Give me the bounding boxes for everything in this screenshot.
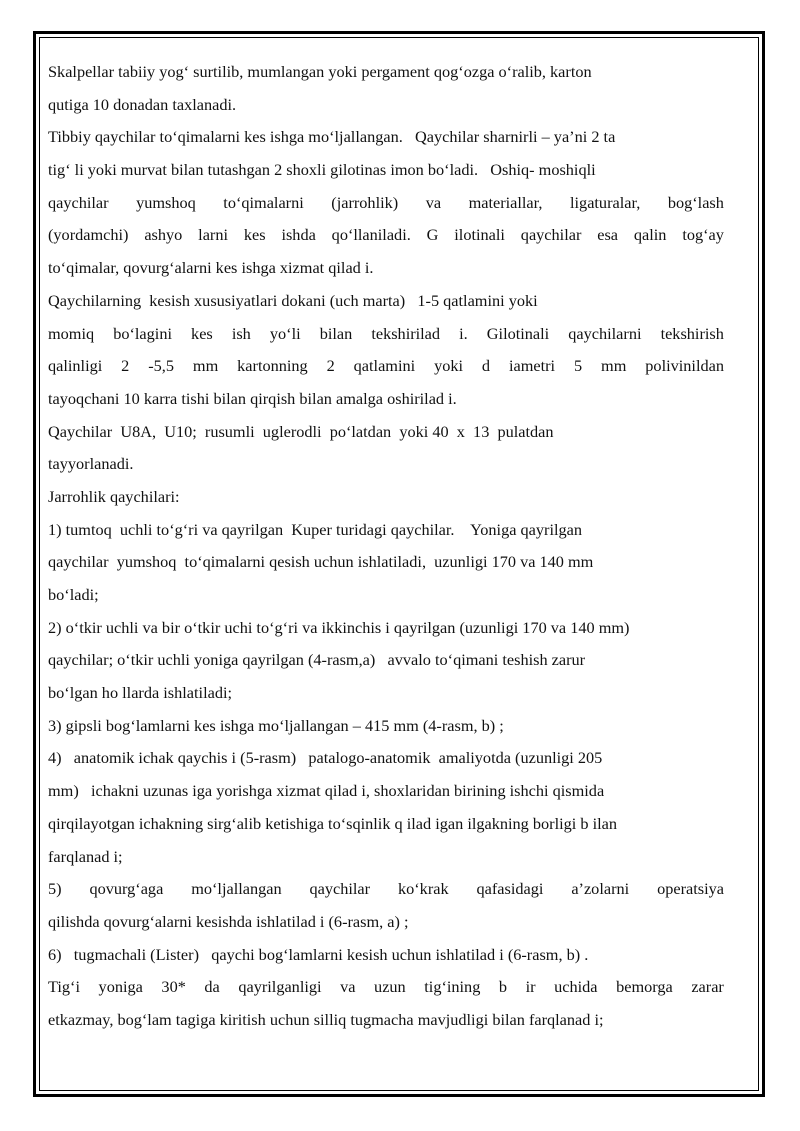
text-line: 5) qovurg‘aga mo‘ljallangan qaychilar ko‘krak qafasidagi a’zolarni operatsiya xyxy=(48,879,724,899)
text-line: bo‘ladi; xyxy=(48,585,99,604)
text-line: Qaychilar U8A, U10; rusumli uglerodli po‘latdan yoki 40 x 13 pulatdan xyxy=(48,421,554,441)
document-body xyxy=(48,56,724,1037)
text-line: mm) ichakni uzunas iga yorishga xizmat qilad i, shoxlaridan birining ishchi qismida xyxy=(48,781,605,801)
text-line: qaychilar yumshoq to‘qimalarni qesish uchun ishlatiladi, uzunligi 170 va 140 mm xyxy=(48,552,594,572)
text-line: farqlanad i; xyxy=(48,846,123,866)
text-line: 6) tugmachali (Lister) qaychi bog‘lamlarni kesish uchun ishlatilad i (6-rasm, b) . xyxy=(48,944,589,964)
text-line: tayyorlanadi. xyxy=(48,454,134,474)
text-line: Jarrohlik qaychilari: xyxy=(48,486,180,506)
text-line: Tibbiy qaychilar to‘qimalarni kes ishga mo‘ljallangan. Qaychilar sharnirli – ya’ni 2 ta xyxy=(48,127,616,147)
text-line: 2) o‘tkir uchli va bir o‘tkir uchi to‘g‘ri va ikkinchis i qayrilgan (uzunligi 170 va 140 mm) xyxy=(48,617,630,637)
text-line: 3) gipsli bog‘lamlarni kes ishga mo‘ljallangan – 415 mm (4-rasm, b) ; xyxy=(48,715,504,735)
text-line: qirqilayotgan ichakning sirg‘alib ketishiga to‘sqinlik q ilad igan ilgakning borligi b ilan xyxy=(48,813,618,833)
text-line: Qaychilarning kesish xususiyatlari dokani (uch marta) 1-5 qatlamini yoki xyxy=(48,290,538,310)
text-line: qalinligi 2 -5,5 mm kartonning 2 qatlamini yoki d iametri 5 mm polivinildan xyxy=(48,356,724,376)
text-line: qaychilar; o‘tkir uchli yoniga qayrilgan (4-rasm,a) avvalo to‘qimani teshish zarur xyxy=(48,650,586,670)
text-line: qutiga 10 donadan taxlanadi. xyxy=(48,94,237,114)
text-line: (yordamchi) ashyo larni kes ishda qo‘llaniladi. G ilotinali qaychilar esa qalin tog‘ay xyxy=(48,225,724,245)
text-line: qilishda qovurg‘alarni kesishda ishlatilad i (6-rasm, a) ; xyxy=(48,911,409,931)
text-line: bo‘lgan ho llarda ishlatiladi; xyxy=(48,683,233,703)
text-line: to‘qimalar, qovurg‘alarni kes ishga xizmat qilad i. xyxy=(48,258,374,278)
text-line: 1) tumtoq uchli to‘g‘ri va qayrilgan Kuper turidagi qaychilar. Yoniga qayrilgan xyxy=(48,519,582,539)
text-line: momiq bo‘lagini kes ish yo‘li bilan tekshirilad i. Gilotinali qaychilarni tekshirish xyxy=(48,323,724,343)
text-line: tig‘ li yoki murvat bilan tutashgan 2 shoxli gilotinas imon bo‘ladi. Oshiq- moshiqli xyxy=(48,160,596,180)
text-line: 4) anatomik ichak qaychis i (5-rasm) patalogo-anatomik amaliyotda (uzunligi 205 xyxy=(48,748,603,768)
text-line: Skalpellar tabiiy yog‘ surtilib, mumlangan yoki pergament qog‘ozga o‘ralib, karton xyxy=(48,62,592,81)
text-line: etkazmay, bog‘lam tagiga kiritish uchun silliq tugmacha mavjudligi bilan farqlanad i; xyxy=(48,1009,604,1029)
text-line: qaychilar yumshoq to‘qimalarni (jarrohlik) va materiallar, ligaturalar, bog‘lash xyxy=(48,192,724,212)
text-line: tayoqchani 10 karra tishi bilan qirqish bilan amalga oshirilad i. xyxy=(48,388,457,408)
text-line: Tig‘i yoniga 30* da qayrilganligi va uzun tig‘ining b ir uchida bemorga zarar xyxy=(48,977,724,997)
